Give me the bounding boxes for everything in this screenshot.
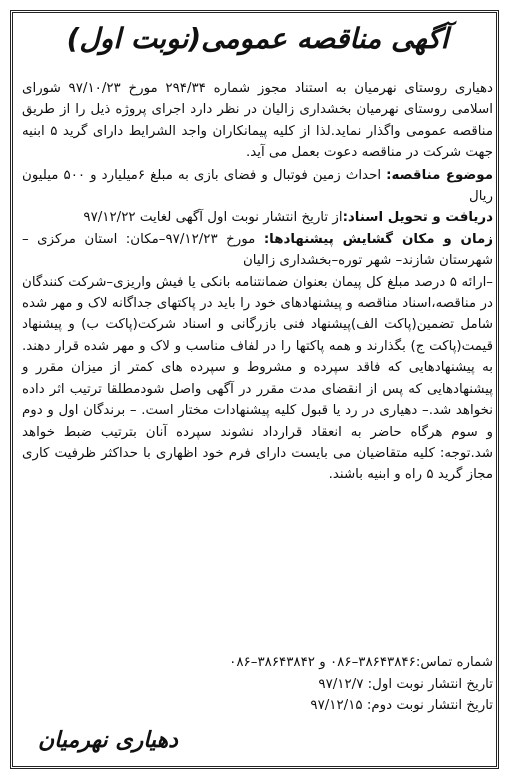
opening-label: زمان و مکان گشایش پیشنهادها: <box>263 231 493 247</box>
second-publish-date: تاریخ انتشار نوبت دوم: ۹۷/۱۲/۱۵ <box>310 698 493 714</box>
subject-line <box>22 165 493 208</box>
documents-text: از تاریخ انتشار نوبت اول آگهی لغایت ۹۷/۱۲/۲۲ <box>83 210 343 226</box>
conditions-paragraph: –ارائه ۵ درصد مبلغ کل پیمان بعنوان ضمانتنامه بانکی یا فیش واریزی–شرکت کنندگان در مناقصه،اسناد مناقصه و پیشنهادهای خود را باید در پاکتهای جداگانه لاک و مهر شده شامل تضمین(پاکت الف)پیشنهاد فنی بازرگانی و اسناد شرکت(پاکت ب) و پیشنهاد قیمت(پاکت ج) بگذارند و همه پاکتها را در لفاف مناسب و لاک و مهر شده قرار دهند. به پیشنهادهایی که فاقد سپرده و مشروط و سپرده های کمتر از میزان مقرر و پیشنهادهایی که پس از انقضای مدت مقرر در آگهی واصل شودمطلقا ترتیب اثر داده نخواهد شد.– دهیاری در رد یا قبول کلیه پیشنهادات مختار است. – برندگان اول و دوم و سوم هرگاه حاضر به انعقاد قرارداد نشوند سپرده آنان بترتیب ضبط خواهد شد.توجه: کلیه متقاضیان می بایست دارای فرم خود اظهاری با حداکثر ظرفیت کاری مجاز گرید ۵ راه و ابنیه باشند. <box>22 274 493 483</box>
documents-line <box>22 207 493 228</box>
opening-text: مورخ ۹۷/۱۲/۲۳–مکان: استان مرکزی –شهرستان شازند– شهر توره–بخشداری زالیان <box>22 231 493 269</box>
contact-line: شماره تماس:۳۸۶۴۳۸۴۶–۰۸۶ و ۳۸۶۴۳۸۴۲–۰۸۶ <box>229 655 493 670</box>
intro-paragraph: دهیاری روستای نهرمیان به استناد مجوز شماره ۲۹۴/۳۴ مورخ ۹۷/۱۰/۲۳ شورای اسلامی روستای نهرمیان بخشداری زالیان در نظر دارد اجرای پروژه ذیل را از طریق مناقصه عمومی واگذار نماید.لذا از کلیه پیمانکاران واجد الشرایط دارای گرید ۵ ابنیه جهت شرکت در مناقصه دعوت بعمل می آید. <box>22 81 494 161</box>
notice-body <box>22 78 493 486</box>
first-publish-date: تاریخ انتشار نوبت اول: ۹۷/۱۲/۷ <box>318 676 493 692</box>
notice-title: آگهی مناقصه عمومی(نوبت اول) <box>66 22 449 55</box>
opening-line <box>22 229 493 272</box>
subject-text: احداث زمین فوتبال و فضای بازی به مبلغ ۶میلیارد و ۵۰۰ میلیون ریال <box>22 167 493 205</box>
documents-label: دریافت و تحویل اسناد: <box>342 210 493 226</box>
subject-label: موضوع مناقصه: <box>386 167 493 183</box>
signature: دهیاری نهرمیان <box>38 728 178 753</box>
notice-footer <box>22 652 493 717</box>
